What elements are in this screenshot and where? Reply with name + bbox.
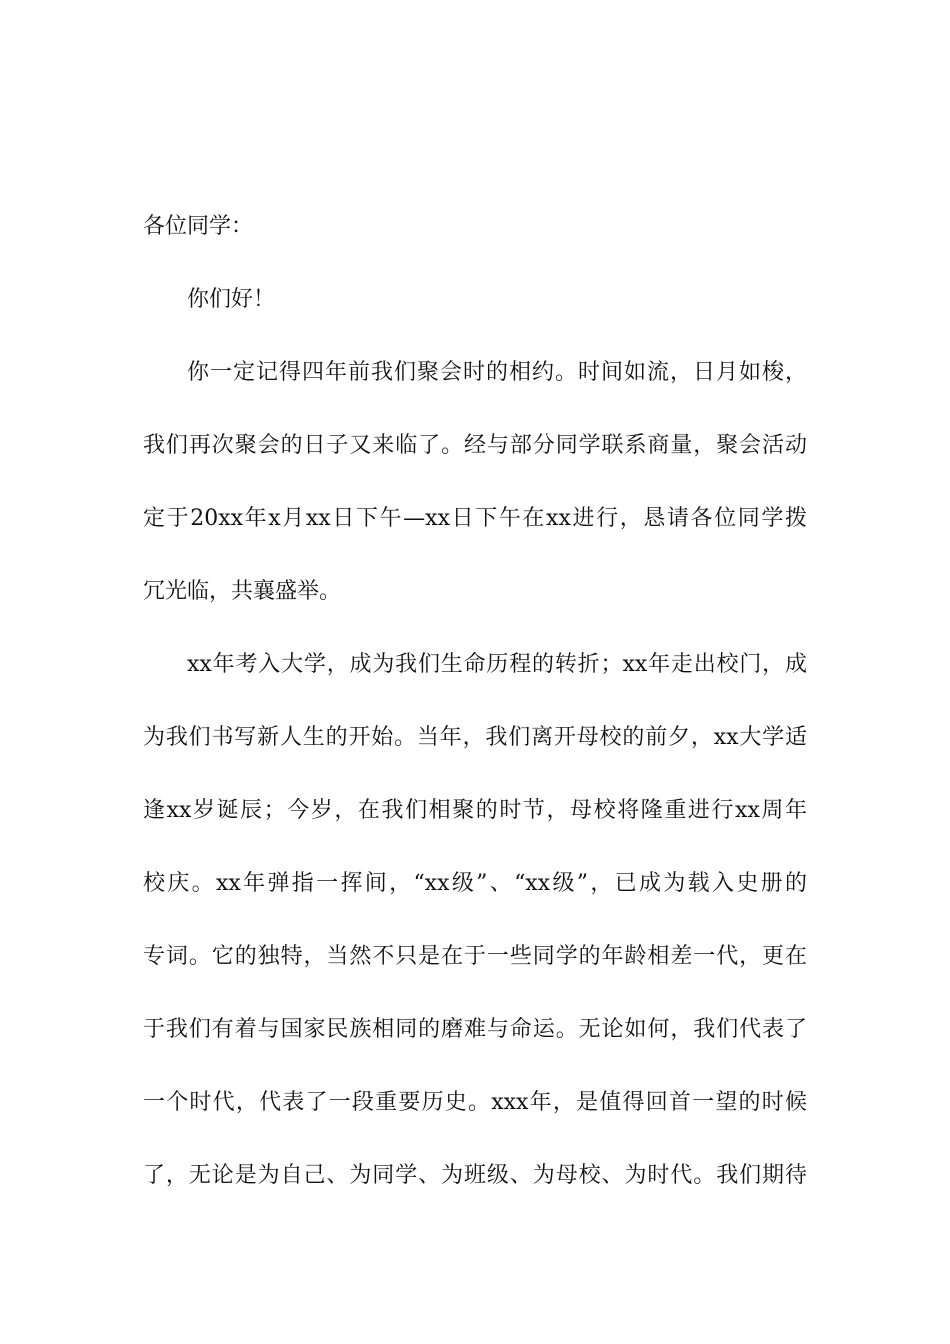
- paragraph-1-line-1: 你一定记得四年前我们聚会时的相约。时间如流，日月如梭，: [187, 360, 807, 385]
- paragraph-2-line-5: 专词。它的独特，当然不只是在于一些同学的年龄相差一代，更在: [143, 944, 807, 969]
- paragraph-2-line-4: 校庆。xx年弹指一挥间，“xx级”、“xx级”，已成为载入史册的: [143, 871, 807, 896]
- paragraph-2-line-7: 一个时代，代表了一段重要历史。xxx年，是值得回首一望的时候: [143, 1090, 807, 1115]
- paragraph-2-line-6: 于我们有着与国家民族相同的磨难与命运。无论如何，我们代表了: [143, 1017, 807, 1042]
- paragraph-2-line-1: xx年考入大学，成为我们生命历程的转折；xx年走出校门，成: [187, 652, 807, 677]
- letter-body: [143, 203, 807, 1225]
- paragraph-2-line-3: 逢xx岁诞辰；今岁，在我们相聚的时节，母校将隆重进行xx周年: [143, 798, 807, 823]
- salutation: 各位同学：: [143, 214, 254, 239]
- paragraph-1-line-2: 我们再次聚会的日子又来临了。经与部分同学联系商量，聚会活动: [143, 433, 807, 458]
- paragraph-1-line-4: 冗光临，共襄盛举。: [143, 579, 342, 604]
- paragraph-1-line-3: 定于20xx年x月xx日下午—xx日下午在xx进行，恳请各位同学拨: [143, 506, 807, 531]
- paragraph-2-line-2: 为我们书写新人生的开始。当年，我们离开母校的前夕，xx大学适: [143, 725, 807, 750]
- greeting: 你们好！: [187, 287, 276, 312]
- paragraph-2-line-8: 了，无论是为自己、为同学、为班级、为母校、为时代。我们期待: [143, 1163, 807, 1188]
